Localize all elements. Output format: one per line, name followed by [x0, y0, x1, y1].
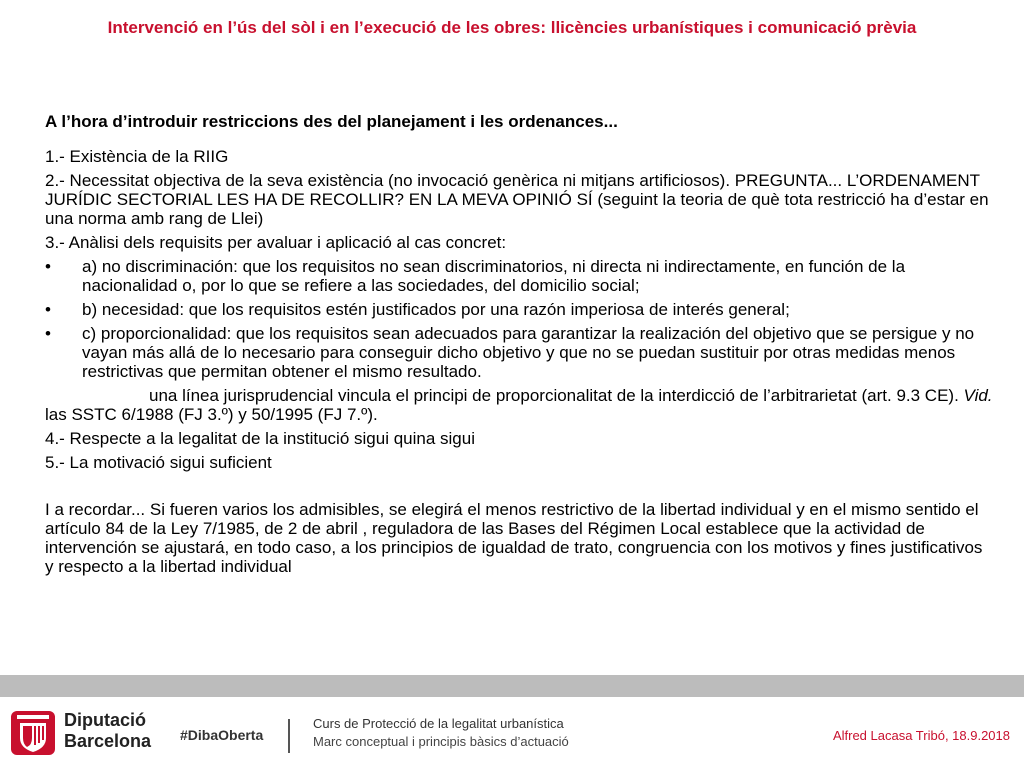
point-3: 3.- Anàlisi dels requisits per avaluar i aplicació al cas concret:	[45, 233, 507, 252]
course-subtitle: Marc conceptual i principis bàsics d’actuació	[313, 734, 569, 749]
footer-divider	[288, 719, 290, 753]
point-2: 2.- Necessitat objectiva de la seva existència (no invocació genèrica ni mitjans artificiosos). PREGUNTA... L’ORDENAMENT JURÍDIC SECTORIAL LES HA DE RECOLLIR? EN LA MEVA OPINIÓ SÍ (seguint la teoria de què tota restricció ha d’estar en una norma amb rang de Llei)	[45, 171, 989, 228]
footer	[0, 697, 1024, 768]
point-1: 1.- Existència de la RIIG	[45, 147, 229, 166]
diputacio-shield-icon	[11, 711, 55, 755]
logo-text	[64, 710, 151, 752]
jurisprudence-note	[45, 386, 995, 424]
logo-line-2: Barcelona	[64, 731, 152, 751]
author-date: Alfred Lacasa Tribó, 18.9.2018	[832, 728, 1010, 743]
bullet-a-text: a) no discriminación: que los requisitos no sean discriminatorios, ni directa ni indirectamente, en función de la nacionalidad o, por lo que se refiere a las sociedades, del domicilio social;	[82, 257, 906, 295]
slide-body	[45, 112, 995, 581]
bullet-dot: •	[45, 300, 51, 319]
course-info	[313, 715, 569, 751]
bullet-a	[45, 257, 995, 295]
bullet-b-text: b) necesidad: que los requisitos estén justificados por una razón imperiosa de interés general;	[82, 300, 790, 319]
logo-line-1: Diputació	[64, 710, 147, 730]
slide-title: Intervenció en l’ús del sòl i en l’execució de les obres: llicències urbanístiques i comunicació prèvia	[107, 18, 917, 37]
bullet-b	[45, 300, 995, 319]
section-heading: A l’hora d’introduir restriccions des del planejament i les ordenances...	[45, 112, 618, 131]
note-text-b: las SSTC 6/1988 (FJ 3.º) y 50/1995 (FJ 7.º).	[45, 405, 378, 424]
hashtag: #DibaOberta	[180, 727, 264, 743]
bullet-dot: •	[45, 324, 51, 343]
point-4: 4.- Respecte a la legalitat de la institució sigui quina sigui	[45, 429, 475, 448]
course-title: Curs de Protecció de la legalitat urbanística	[313, 716, 564, 731]
bullet-c-text: c) proporcionalidad: que los requisitos sean adecuados para garantizar la realización del objetivo que se persigue y no vayan más allá de lo necesario para conseguir dicho objetivo y que no se puedan sustituir por otras medidas menos restrictivas que permitan obtener el mismo resultado.	[82, 324, 975, 381]
footer-band	[0, 675, 1024, 697]
bullet-c	[45, 324, 995, 381]
point-5: 5.- La motivació sigui suficient	[45, 453, 272, 472]
bullet-dot: •	[45, 257, 51, 276]
closing-paragraph: I a recordar... Si fueren varios los admisibles, se elegirá el menos restrictivo de la libertad individual y en el mismo sentido el artículo 84 de la Ley 7/1985, de 2 de abril , reguladora de las Bases del Régimen Local establece que la actividad de intervención se ajustará, en todo caso, a los principios de igualdad de trato, congruencia con los motivos y fines justificativos y respecto a la libertad individual	[45, 500, 983, 576]
note-vid: Vid.	[963, 386, 993, 405]
note-text-a: una línea jurisprudencial vincula el principi de proporcionalitat de la interdicció de l’arbitrarietat (art. 9.3 CE).	[149, 386, 964, 405]
